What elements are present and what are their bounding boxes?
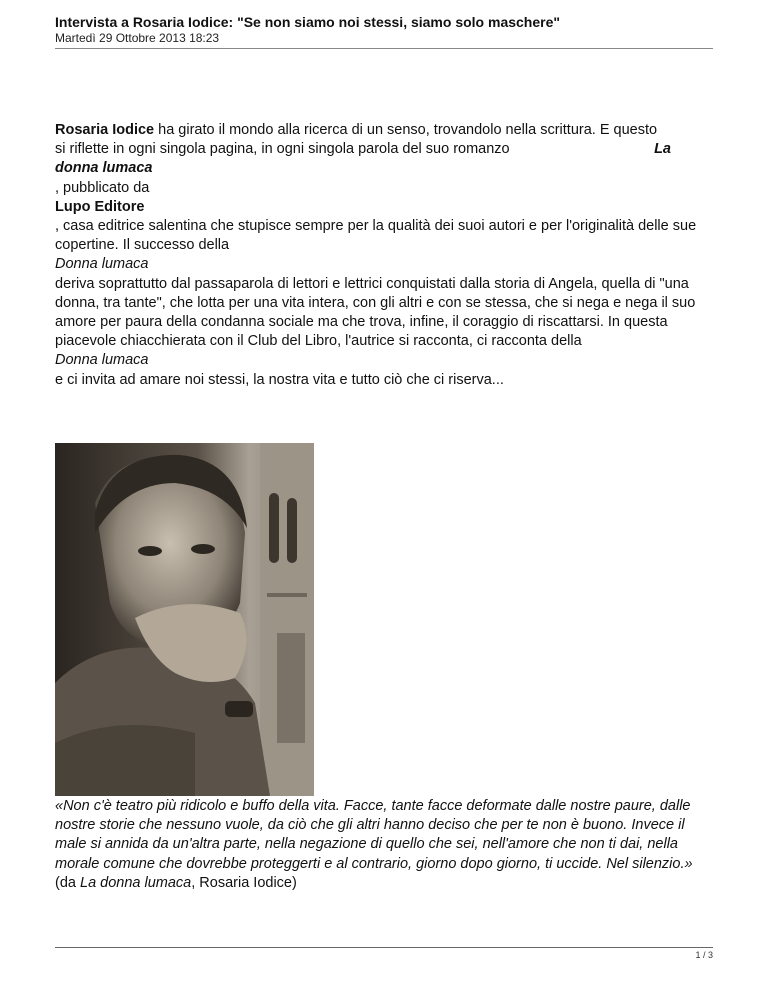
intro-line2: si riflette in ogni singola pagina, in ogni singola parola del suo romanzo <box>55 141 510 158</box>
closing-paragraph: e ci invita ad amare noi stessi, la nostra vita e tutto ciò che ci riserva... <box>55 371 504 388</box>
footer-divider <box>55 947 713 948</box>
author-name: Rosaria Iodice <box>55 122 155 138</box>
page-number: 1 / 3 <box>695 950 713 960</box>
quote-source-close: , Rosaria Iodice) <box>191 874 297 891</box>
quote-source-title: La donna lumaca <box>80 874 192 891</box>
author-photo <box>55 443 314 796</box>
book-title-line <box>55 159 715 178</box>
author-photo-image <box>55 443 314 796</box>
publisher-name: Lupo Editore <box>55 198 145 215</box>
book-quote <box>55 797 715 893</box>
story-paragraph: deriva soprattutto dal passaparola di lettori e lettrici conquistati dalla storia di Angela, quella di "una donna, tra tante", che lotta per una vita intera, con gli altri e con se stessa, che si nega e nega il suo amore per paura della condanna sociale ma che trova, infine, il coraggio di riscattarsi. In questa piacevole chiacchierata con il Club del Libro, l'autrice si racconta, ci racconta della <box>55 275 696 350</box>
page-header <box>55 14 713 46</box>
book-reference-2: Donna lumaca <box>55 352 149 369</box>
published-by: , pubblicato da <box>55 179 150 196</box>
book-title-part2: donna lumaca <box>55 160 153 177</box>
article-body <box>55 121 715 390</box>
article-date: Martedì 29 Ottobre 2013 18:23 <box>55 31 220 45</box>
book-reference-1: Donna lumaca <box>55 256 149 273</box>
quote-source-open: (da <box>55 874 80 891</box>
article-title: Intervista a Rosaria Iodice: "Se non siamo noi stessi, siamo solo maschere" <box>55 14 561 30</box>
intro-line1: ha girato il mondo alla ricerca di un senso, trovandolo nella scrittura. E questo <box>154 122 658 138</box>
quote-source <box>55 874 715 893</box>
quote-text: «Non c'è teatro più ridicolo e buffo della vita. Facce, tante facce deformate dalle nostre paure, dalle nostre storie che nessuno vuole, da ciò che gli altri hanno deciso che per te non è buono. Invece il male si annida da un'altra parte, nella negazione di quello che sei, nell'amore che non ti dai, nella morale comune che dovrebbe proteggerti e al contrario, giorno dopo giorno, ti uccide. Nel silenzio.» <box>55 798 693 872</box>
publisher-description: , casa editrice salentina che stupisce sempre per la qualità dei suoi autori e per l'originalità delle sue copertine. Il successo della <box>55 218 697 254</box>
intro-paragraph <box>55 121 715 159</box>
book-title-part1: La <box>654 141 671 158</box>
header-divider <box>55 48 713 49</box>
